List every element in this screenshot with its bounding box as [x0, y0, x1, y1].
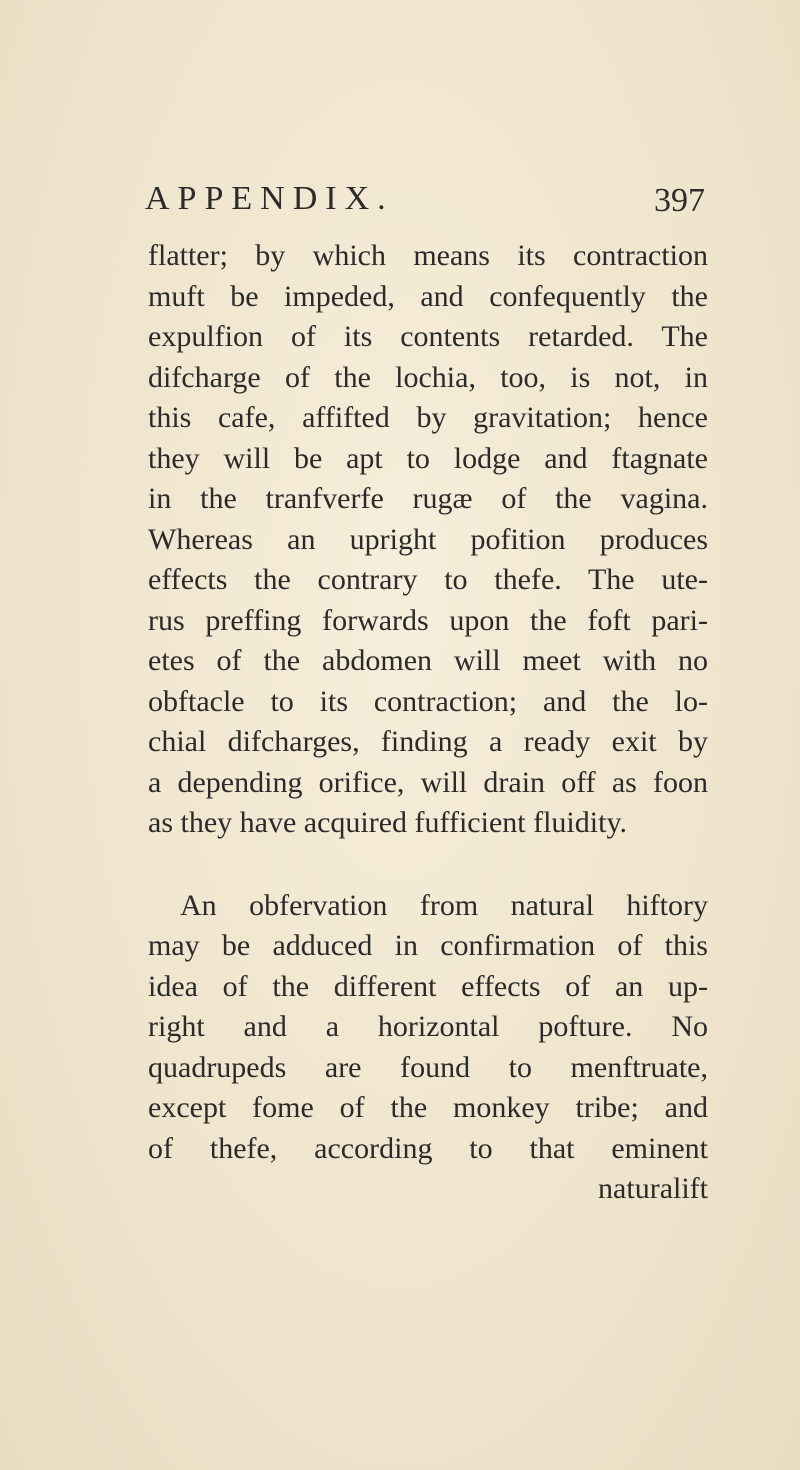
text-line: muft be impeded, and confequently the	[148, 279, 708, 313]
page-number: 397	[654, 182, 705, 219]
text-line: etes of the abdomen will meet with no	[148, 644, 708, 677]
page-header	[145, 180, 705, 230]
text-line: expulfion of its contents retarded. The	[148, 320, 708, 353]
running-head: APPENDIX.	[145, 180, 394, 217]
text-line: idea of the different effects of an up-	[148, 969, 708, 1003]
catchword: naturalift	[598, 1172, 708, 1205]
paragraph-1	[148, 236, 708, 844]
text-line: An obfervation from natural hiftory	[180, 888, 708, 922]
text-line: Whereas an upright pofition produces	[148, 522, 708, 556]
text-line: quadrupeds are found to menftruate,	[148, 1050, 708, 1084]
text-line: rus preffing forwards upon the foft pari-	[148, 603, 708, 637]
text-line: chial difcharges, finding a ready exit by	[148, 725, 708, 758]
text-line: of thefe, according to that eminent	[148, 1131, 708, 1165]
text-line: this cafe, affifted by gravitation; hence	[148, 401, 708, 434]
text-line: may be adduced in confirmation of this	[148, 929, 708, 962]
text-line: except fome of the monkey tribe; and	[148, 1091, 708, 1124]
text-line: effects the contrary to thefe. The ute-	[148, 563, 708, 596]
body-text	[148, 236, 708, 1210]
text-line: as they have acquired fufficient fluidity.	[148, 806, 627, 839]
text-line: a depending orifice, will drain off as foon	[148, 765, 708, 799]
text-line: flatter; by which means its contraction	[148, 239, 708, 272]
text-line: difcharge of the lochia, too, is not, in	[148, 360, 708, 394]
paragraph-2	[148, 886, 708, 1170]
text-line: obftacle to its contraction; and the lo-	[148, 684, 708, 718]
paragraph-gap	[148, 844, 708, 886]
text-line: they will be apt to lodge and ftagnate	[148, 441, 708, 475]
text-line: in the tranfverfe rugæ of the vagina.	[148, 482, 708, 515]
text-line: right and a horizontal pofture. No	[148, 1010, 708, 1043]
